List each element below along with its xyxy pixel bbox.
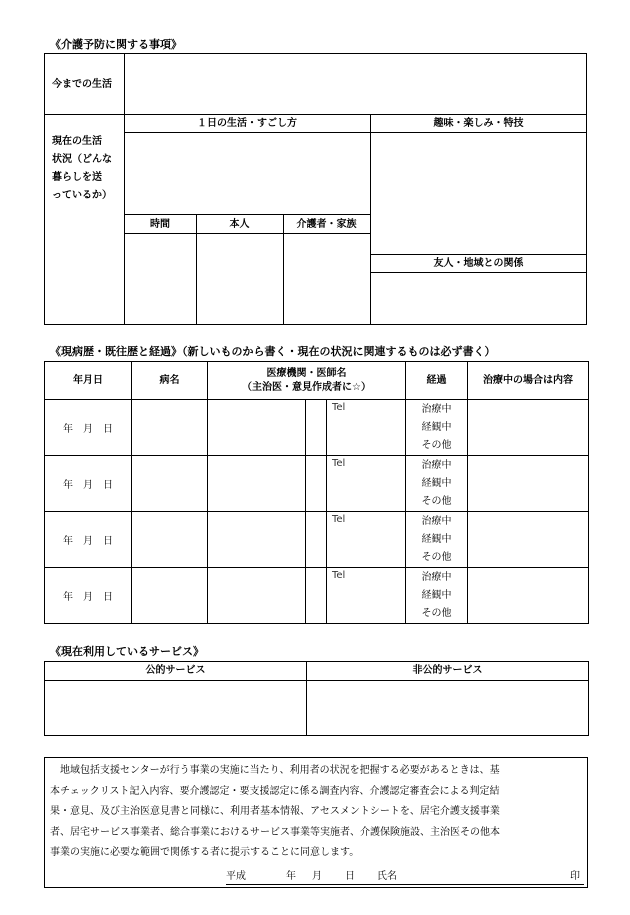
friends-header: 友人・地域との関係 bbox=[433, 258, 524, 269]
year-field[interactable] bbox=[252, 868, 286, 884]
self-header: 本人 bbox=[229, 219, 250, 230]
past-life-label: 今までの生活 bbox=[52, 79, 112, 90]
carer-header: 介護者・家族 bbox=[296, 219, 357, 230]
date-cell[interactable]: 年 月 日 bbox=[45, 456, 132, 512]
disease-header: 病名 bbox=[132, 362, 208, 400]
marker-cell[interactable] bbox=[306, 400, 327, 456]
date-cell[interactable]: 年 月 日 bbox=[45, 400, 132, 456]
status-cell[interactable]: 治療中 経観中 その他 bbox=[406, 456, 468, 512]
past-life-field[interactable] bbox=[124, 54, 586, 114]
institution-cell[interactable] bbox=[208, 512, 306, 568]
date-header: 年月日 bbox=[45, 362, 132, 400]
time-header: 時間 bbox=[150, 219, 170, 230]
tel-cell[interactable]: Tel bbox=[327, 400, 406, 456]
medical-history-title: 《現病歴・既往歴と経過》（新しいものから書く・現在の状況に関連するものは必ず書く） bbox=[50, 345, 496, 358]
day-label: 日 bbox=[345, 871, 355, 882]
self-field[interactable] bbox=[197, 234, 283, 324]
treatment-cell[interactable] bbox=[468, 456, 589, 512]
time-field[interactable] bbox=[125, 234, 196, 324]
table-row bbox=[45, 400, 589, 456]
hobby-field[interactable] bbox=[371, 133, 586, 254]
tel-cell[interactable]: Tel bbox=[327, 568, 406, 624]
name-field[interactable] bbox=[402, 868, 567, 884]
institution-cell[interactable] bbox=[208, 400, 306, 456]
date-cell[interactable]: 年 月 日 bbox=[45, 512, 132, 568]
carer-field[interactable] bbox=[284, 234, 370, 324]
status-cell[interactable]: 治療中 経観中 その他 bbox=[406, 400, 468, 456]
friends-field[interactable] bbox=[371, 273, 586, 324]
services-table bbox=[44, 661, 589, 736]
day-field[interactable] bbox=[324, 868, 344, 884]
month-label: 月 bbox=[312, 871, 322, 882]
institution-cell[interactable] bbox=[208, 568, 306, 624]
era-label: 平成 bbox=[226, 871, 246, 882]
disease-cell[interactable] bbox=[132, 400, 208, 456]
private-services-header: 非公的サービス bbox=[307, 662, 589, 681]
disease-cell[interactable] bbox=[132, 456, 208, 512]
tel-cell[interactable]: Tel bbox=[327, 456, 406, 512]
table-row bbox=[45, 568, 589, 624]
treatment-cell[interactable] bbox=[468, 512, 589, 568]
status-cell[interactable]: 治療中 経観中 その他 bbox=[406, 512, 468, 568]
marker-cell[interactable] bbox=[306, 512, 327, 568]
marker-cell[interactable] bbox=[306, 568, 327, 624]
hobby-header: 趣味・楽しみ・特技 bbox=[433, 118, 524, 129]
disease-cell[interactable] bbox=[132, 568, 208, 624]
status-cell[interactable]: 治療中 経観中 その他 bbox=[406, 568, 468, 624]
disease-cell[interactable] bbox=[132, 512, 208, 568]
institution-cell[interactable] bbox=[208, 456, 306, 512]
care-prevention-title: 《介護予防に関する事項》 bbox=[50, 38, 182, 51]
date-cell[interactable]: 年 月 日 bbox=[45, 568, 132, 624]
consent-text: 地域包括支援センターが行う事業の実施に当たり、利用者の状況を把握する必要があるときは、基 本チェックリスト記入内容、要介護認定・要支援認定に係る調査内容、介護認定審査会による判定結 果・意見、及び主治医意見書と同様に、利用者基本情報、アセスメントシートを、居宅介護支援事業 者、居宅サービス事業者、総合事業におけるサービス事業等実施者、介護保険施設、主治医その他本 事業の実施に必要な範囲で関係する者に提示することに同意します。 bbox=[50, 765, 500, 858]
table-row bbox=[45, 512, 589, 568]
daily-life-field[interactable] bbox=[125, 133, 370, 214]
institution-header: 医療機関・医師名 （主治医・意見作成者に☆） bbox=[208, 362, 406, 400]
treatment-cell[interactable] bbox=[468, 400, 589, 456]
daily-life-header: １日の生活・すごし方 bbox=[197, 118, 297, 129]
year-label: 年 bbox=[286, 871, 296, 882]
name-label: 氏名 bbox=[377, 871, 397, 882]
progress-header: 経過 bbox=[406, 362, 468, 400]
treatment-cell[interactable] bbox=[468, 568, 589, 624]
tel-cell[interactable]: Tel bbox=[327, 512, 406, 568]
services-title: 《現在利用しているサービス》 bbox=[50, 645, 204, 658]
treatment-header: 治療中の場合は内容 bbox=[468, 362, 589, 400]
public-services-header: 公的サービス bbox=[45, 662, 307, 681]
private-services-field[interactable] bbox=[307, 681, 589, 736]
seal-mark: 印 bbox=[570, 871, 580, 882]
public-services-field[interactable] bbox=[45, 681, 307, 736]
month-field[interactable] bbox=[298, 868, 312, 884]
signature-underline bbox=[226, 884, 584, 885]
current-situation-label: 現在の生活 状況（どんな 暮らしを送 っているか） bbox=[52, 136, 112, 201]
marker-cell[interactable] bbox=[306, 456, 327, 512]
table-row bbox=[45, 456, 589, 512]
medical-history-table bbox=[44, 361, 589, 624]
